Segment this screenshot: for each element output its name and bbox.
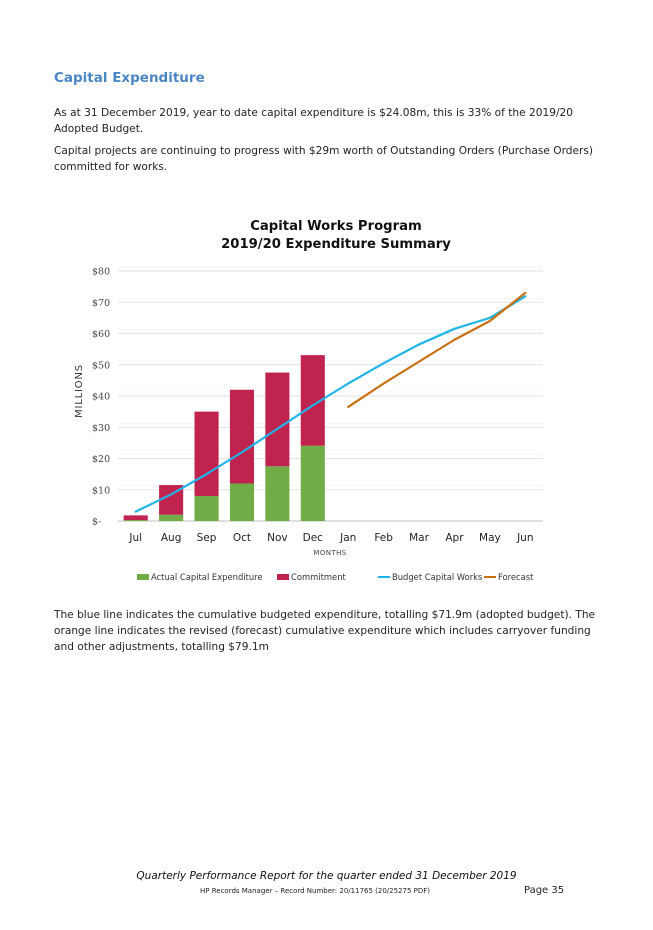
y-axis-ticks xyxy=(92,267,110,528)
forecast-line xyxy=(348,293,525,407)
legend-swatch xyxy=(137,574,149,580)
y-tick-label: $10 xyxy=(92,485,111,497)
bar-commitment xyxy=(195,412,219,496)
footer-report-title: Quarterly Performance Report for the quarter ended 31 December 2019 xyxy=(136,870,517,882)
y-tick-label: $20 xyxy=(92,454,111,465)
x-tick-label: Sep xyxy=(196,532,217,544)
bar-commitment xyxy=(230,390,254,484)
paragraph-chart-explanation: The blue line indicates the cumulative budgeted expenditure, totalling $71.9m (adopted budget). The orange line indicates the revised (forecast) cumulative expenditure which includes carryover funding and other adjustments, totalling $79.1m xyxy=(54,609,596,653)
paragraph-outstanding-orders: Capital projects are continuing to progress with $29m worth of Outstanding Orders (Purchase Orders) committed for works. xyxy=(54,145,594,173)
y-tick-label: $40 xyxy=(92,391,111,403)
footer-record-number: HP Records Manager – Record Number: 20/11765 (20/25275 PDF) xyxy=(200,887,431,895)
x-tick-label: Aug xyxy=(160,532,182,544)
x-tick-label: Dec xyxy=(302,532,323,544)
legend-label: Commitment xyxy=(291,572,346,582)
capital-works-chart xyxy=(0,200,653,600)
x-axis-label: MONTHS xyxy=(313,549,347,557)
page-number: Page 35 xyxy=(524,885,565,896)
y-tick-label: $- xyxy=(92,516,102,528)
chart-legend xyxy=(137,572,534,582)
bar-commitment xyxy=(265,373,289,467)
chart-title-line2: 2019/20 Expenditure Summary xyxy=(221,237,451,252)
chart-bars xyxy=(124,355,325,521)
y-tick-label: $80 xyxy=(92,266,111,278)
x-tick-label: Mar xyxy=(409,532,429,544)
chart-title-line1: Capital Works Program xyxy=(250,219,422,234)
chart-lines xyxy=(136,293,526,512)
legend-label: Forecast xyxy=(498,572,534,582)
y-tick-label: $30 xyxy=(92,422,111,434)
y-axis-label: MILLIONS xyxy=(74,364,85,418)
bar-actual xyxy=(265,466,289,521)
x-tick-label: Nov xyxy=(267,532,288,544)
bar-actual xyxy=(195,496,219,521)
y-tick-label: $70 xyxy=(92,297,111,309)
x-axis-ticks xyxy=(128,532,533,544)
bar-actual xyxy=(230,484,254,522)
x-tick-label: Jun xyxy=(517,532,534,544)
legend-swatch xyxy=(277,574,289,580)
x-tick-label: May xyxy=(479,532,501,544)
bar-actual xyxy=(301,446,325,521)
legend-label: Actual Capital Expenditure xyxy=(151,572,263,582)
y-tick-label: $50 xyxy=(92,360,111,372)
x-tick-label: Feb xyxy=(374,532,393,544)
bar-actual xyxy=(124,520,148,521)
budget-capital-works-line xyxy=(136,296,526,511)
x-tick-label: Jul xyxy=(129,532,143,544)
x-tick-label: Jan xyxy=(340,532,357,544)
x-tick-label: Oct xyxy=(232,532,252,544)
x-tick-label: Apr xyxy=(445,532,464,544)
section-heading: Capital Expenditure xyxy=(54,70,205,86)
bar-actual xyxy=(159,515,183,521)
y-tick-label: $60 xyxy=(92,329,111,340)
legend-label: Budget Capital Works xyxy=(392,572,483,582)
bar-commitment xyxy=(124,515,148,520)
paragraph-ytd-expenditure: As at 31 December 2019, year to date capital expenditure is $24.08m, this is 33% of the 2019/20 Adopted Budget. xyxy=(54,107,574,135)
